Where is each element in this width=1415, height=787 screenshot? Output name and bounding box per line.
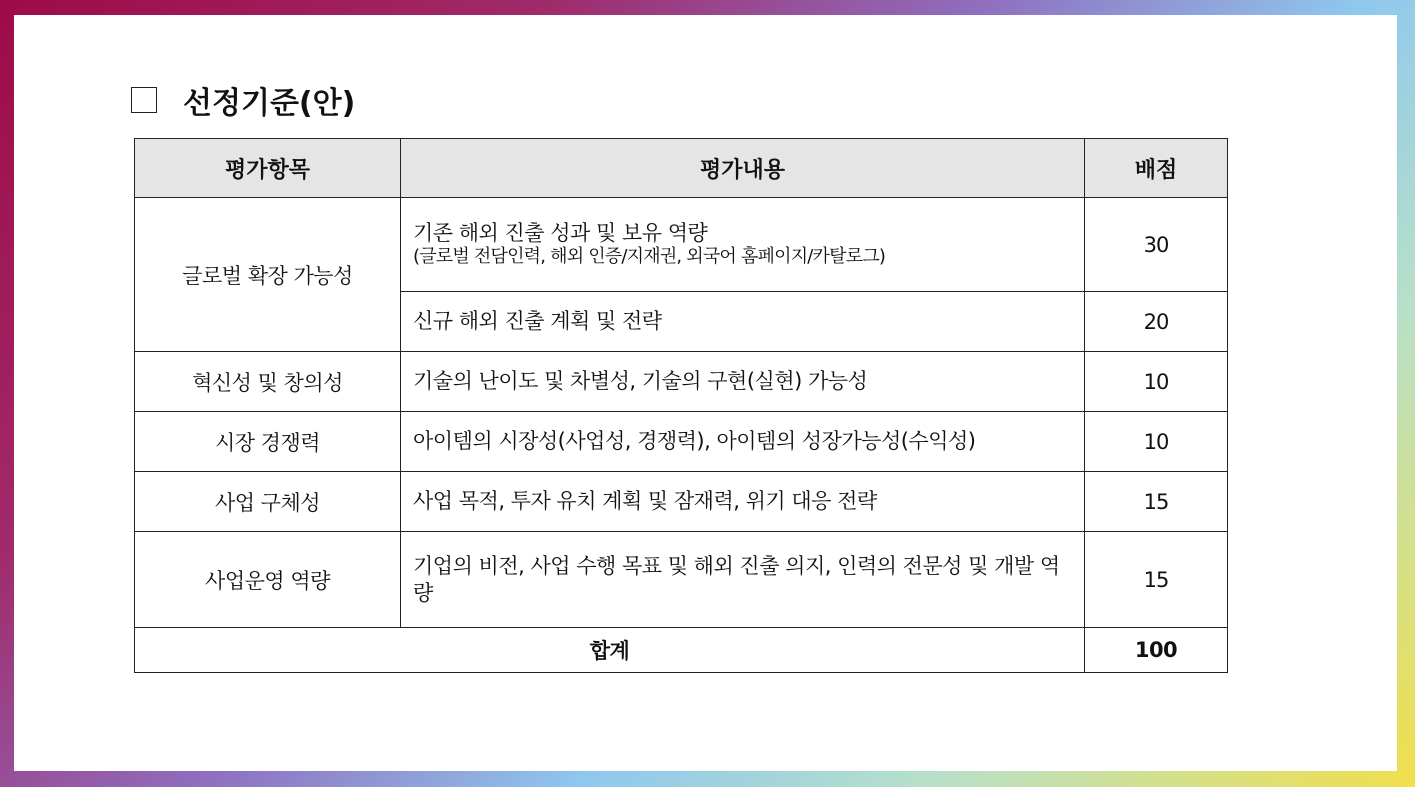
criteria-table xyxy=(134,138,1228,673)
table-row xyxy=(135,198,1228,292)
content-cell: 기술의 난이도 및 차별성, 기술의 구현(실현) 가능성 xyxy=(401,352,1085,412)
content-text: 기존 해외 진출 성과 및 보유 역량 xyxy=(413,221,708,246)
content-cell: 아이템의 시장성(사업성, 경쟁력), 아이템의 성장가능성(수익성) xyxy=(401,412,1085,472)
content-subtext: (글로벌 전담인력, 해외 인증/지재권, 외국어 홈페이지/카탈로그) xyxy=(413,246,886,268)
category-cell: 시장 경쟁력 xyxy=(135,412,401,472)
header-category: 평가항목 xyxy=(135,139,401,198)
total-row xyxy=(135,628,1228,673)
table-row xyxy=(135,412,1228,472)
score-cell: 15 xyxy=(1085,532,1228,628)
score-cell: 10 xyxy=(1085,412,1228,472)
content-cell xyxy=(401,198,1085,292)
category-cell: 글로벌 확장 가능성 xyxy=(135,198,401,352)
section-title: 선정기준(안) xyxy=(183,86,356,121)
category-cell: 사업운영 역량 xyxy=(135,532,401,628)
table-row xyxy=(135,472,1228,532)
header-content: 평가내용 xyxy=(401,139,1085,198)
total-score: 100 xyxy=(1085,628,1228,673)
score-cell: 10 xyxy=(1085,352,1228,412)
content-cell: 신규 해외 진출 계획 및 전략 xyxy=(401,292,1085,352)
table-row xyxy=(135,532,1228,628)
table-header-row xyxy=(135,139,1228,198)
score-cell: 15 xyxy=(1085,472,1228,532)
table-row xyxy=(135,352,1228,412)
content-cell: 기업의 비전, 사업 수행 목표 및 해외 진출 의지, 인력의 전문성 및 개발 역량 xyxy=(401,532,1085,628)
category-cell: 사업 구체성 xyxy=(135,472,401,532)
section-heading xyxy=(131,78,355,122)
total-label: 합계 xyxy=(135,628,1085,673)
score-cell: 20 xyxy=(1085,292,1228,352)
score-cell: 30 xyxy=(1085,198,1228,292)
content-cell: 사업 목적, 투자 유치 계획 및 잠재력, 위기 대응 전략 xyxy=(401,472,1085,532)
header-score: 배점 xyxy=(1085,139,1228,198)
category-cell: 혁신성 및 창의성 xyxy=(135,352,401,412)
checkbox-square-icon xyxy=(131,87,157,113)
